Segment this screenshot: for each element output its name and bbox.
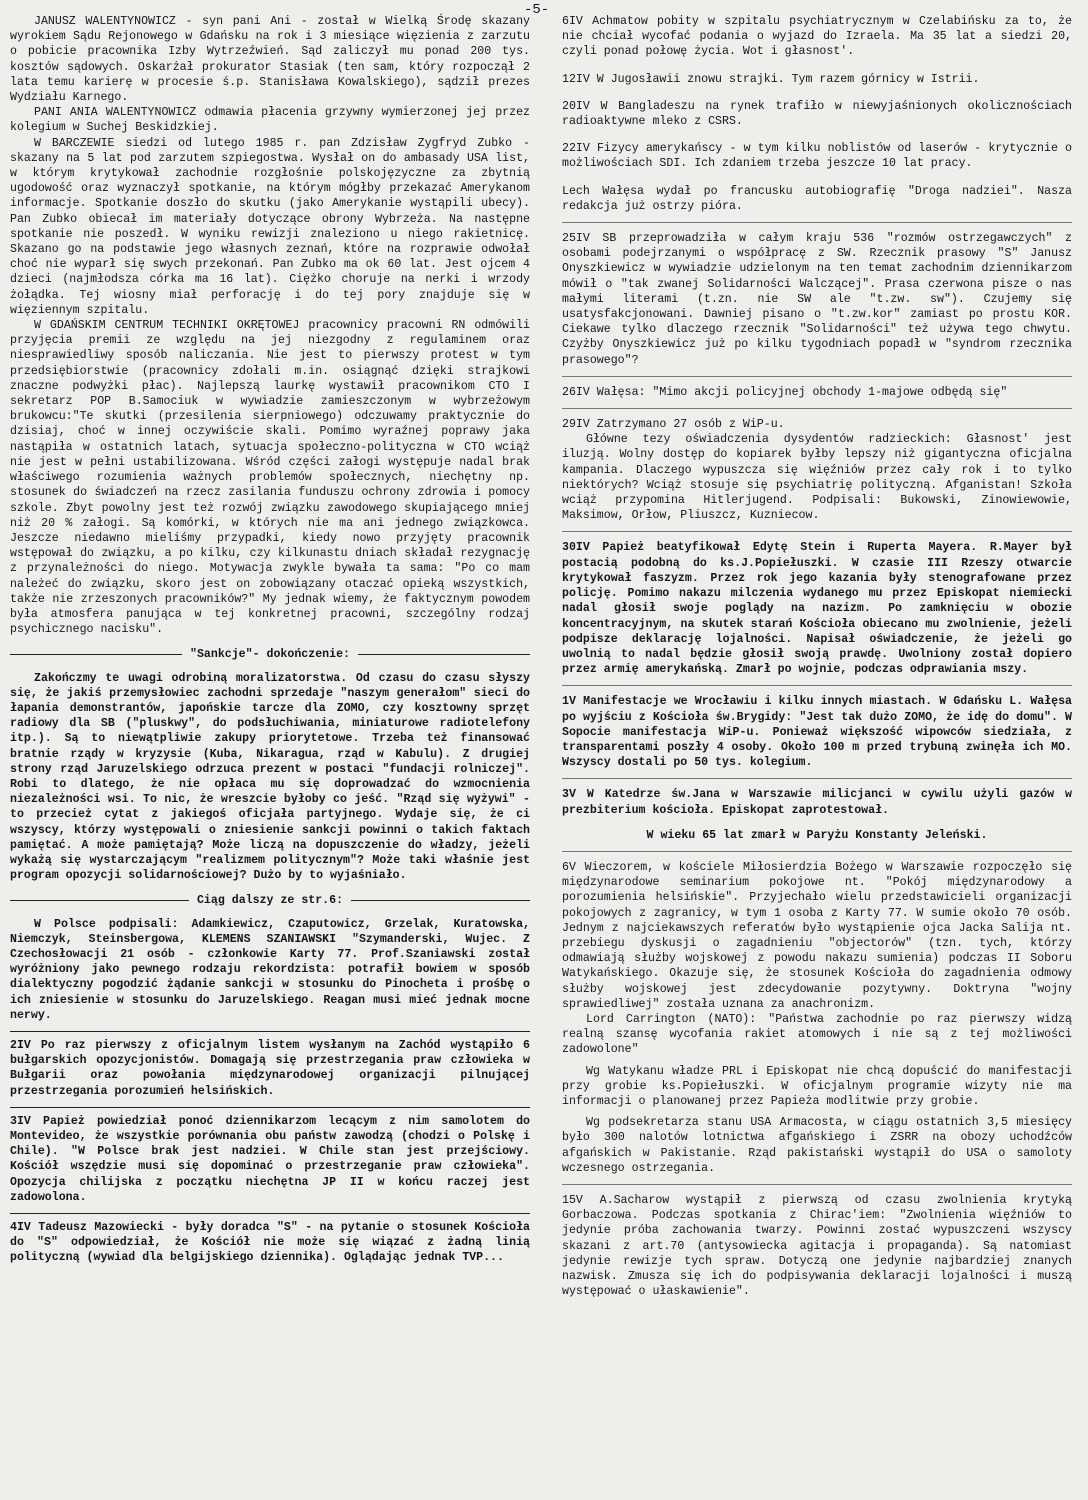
rule-line (358, 654, 530, 655)
divider (562, 408, 1072, 409)
right-column (562, 14, 1072, 1299)
ciag-text: W Polsce podpisali: Adamkiewicz, Czaputowicz, Grzelak, Kuratowska, Niemczyk, Steinsbergowa, KLEMENS SZANIAWSKI "Szymanderski, Wujec. Z Czechosłowacji 21 osób - członkowie Karty 77. Prof.Szaniawski został wyróżniony jako pewnego rodzaju rekordzista: potrafił bowiem w sposób dialektyczny pogodzić żądanie sankcji w stosunku do Pinocheta i prośbę o ich zniesienie w stosunku do Jaruzelskiego. Reagan musi mieć jednak mocne nerwy. (10, 917, 530, 1022)
divider (10, 1213, 530, 1214)
article-walentynowicz-son: JANUSZ WALENTYNOWICZ - syn pani Ani - został w Wielką Środę skazany wyrokiem Sądu Rejonowego w Gdańsku na rok i 3 miesiące więzienia z zarzutu o pobicie pracownika Izby Wytrzeźwień. Sąd zaliczył mu ponad 200 tys. kosztów sądowych. Oskarżał prokurator Stasiak (ten sam, który rozpoczął 2 lata temu karierę w procesie ś.p. Stanisława Kowalskiego), sądził prezes Wydziału Karnego. (10, 15, 530, 105)
divider (562, 376, 1072, 377)
entry-1v: 1V Manifestacje we Wrocławiu i kilku innych miastach. W Gdańsku L. Wałęsa po wyjściu z Kościoła św.Brygidy: "Jest tak dużo ZOMO, że idę do domu". W Sopocie manifestacja WiP-u. Ponieważ większość wipowców siedziała, z transparentami poszły 4 osoby. Około 100 m przed trybuną zwinęła ich MO. Wszyscy dostali po 50 tys. kolegium. (562, 695, 1072, 770)
entry-armacost: Wg podsekretarza stanu USA Armacosta, w ciągu ostatnich 3,5 miesięcy było 300 nalotów lotnictwa afgańskiego i ZSRR na obozy uchodźców afgańskich w Pakistanie. Rząd pakistański wystąpił do USA o samoloty wczesnego ostrzegania. (562, 1116, 1072, 1175)
entry-3iv: 3IV Papież powiedział ponoć dziennikarzom lecącym z nim samolotem do Montevideo, że wszystkie porównania obu państw zawodzą (chodzi o Polskę i Chile). "W Polsce brak jest nadziei. W Chile stan jest przejściowy. Kościół wszędzie musi się dopominać o przestrzeganie praw człowieka". Opozycja chilijska z początku niechętna JP II w końcu raczej jest zadowolona. (10, 1114, 530, 1204)
sankcje-heading-rule (10, 647, 530, 662)
sankcje-heading: "Sankcje"- dokończenie: (189, 648, 351, 662)
entry-3v: 3V W Katedrze św.Jana w Warszawie milicjanci w cywilu użyli gazów w prezbiterium kościoła. Episkopat zaprotestował. (562, 788, 1072, 817)
divider (562, 685, 1072, 686)
entry-12iv: 12IV W Jugosławii znowu strajki. Tym razem górnicy w Istrii. (562, 72, 980, 86)
rule-line (351, 900, 530, 901)
divider (562, 1184, 1072, 1185)
divider (562, 851, 1072, 852)
entry-4iv: 4IV Tadeusz Mazowiecki - były doradca "S" - na pytanie o stosunek Kościoła do "S" odpowiedział, że Kościół nie może się wiązać z żadną linią polityczną (wywiad dla belgijskiego dziennika). Oglądając jednak TVP... (10, 1221, 530, 1265)
entry-jelenski: W wieku 65 lat zmarł w Paryżu Konstanty Jeleński. (646, 828, 988, 842)
entry-30iv: 30IV Papież beatyfikował Edytę Stein i Ruperta Mayera. R.Mayer był postacią podobną do ks.J.Popiełuszki. W czasie III Rzeszy otwarcie krytykował faszyzm. Przez rok jego kazania były stenografowane przez policję. Pomimo nakazu milczenia wydanego mu przez Episkopat niemiecki nadal głosił swoje poglądy na nazizm. Po zamknięciu w obozie koncentracyjnym, na skutek starań Kościoła obiecano mu zwolnienie, jeżeli podpisze deklarację lojalności. Napisał oświadczenie, że jeżeli go uwolnią to nadal będzie głosił swoją prawdę. Uwolniony został dopiero przez armię amerykańską. Zmarł po wojnie, podczas odprawiania mszy. (562, 541, 1072, 677)
divider (562, 222, 1072, 223)
rule-line (10, 654, 182, 655)
sankcje-text: Zakończmy te uwagi odrobiną moralizatorstwa. Od czasu do czasu słyszy się, że jakiś przemysłowiec zachodni sprzedaje "naszym generałom" sieci do łapania demonstrantów, japońskie tarcze dla ZOMO, czy kosztowny sprzęt radiowy dla SB ("pluskwy", do podsłuchiwania, miniaturowe radiotelefony itp.). Są to niewątpliwie zakupy priorytetowe. Trzeba też finansować bratnie rządy w kryzysie (Kuba, Nikaragua, rząd w Kabulu). Z drugiej strony rząd Jaruzelskiego odrzuca prezent w postaci "fundacji rolniczej". Robi to dlatego, że nie opłaca mu się doprowadzać do wzmocnienia niezależności wsi. To nic, że wreszcie byłoby co jeść. "Rząd się wyżywi" - to przecież cytat z jakiegoś oficjała partyjnego. Wydaje się, że ci wszyscy, którzy występowali o zniesienie sankcji powinni o takich faktach pamiętać. A może pamiętają? Może liczą na dopuszczenie do władzy, jeżeli wykażą się wystarczającym "realizmem politycznym"? Może taki właśnie jest program opozycji solidarnościowej? Dużo by to wyjaśniało. (10, 671, 530, 883)
ciag-heading-rule (10, 893, 530, 908)
entry-29iv: 29IV Zatrzymano 27 osób z WiP-u. (562, 418, 785, 432)
divider (10, 1107, 530, 1108)
entry-20iv: 20IV W Bangladeszu na rynek trafiło w niewyjaśnionych okolicznościach radioaktywne mleko z CSRS. (562, 99, 1072, 129)
entry-6v: 6V Wieczorem, w kościele Miłosierdzia Bożego w Warszawie rozpoczęło się międzynarodowe seminarium pokojowe nt. "Pokój międzynarodowy a porozumienia helsińskie". Przyjechało wielu przedstawicieli organizacji pokojowych z zagranicy, w tym 1 osoba z Karty 77. W sumie około 70 osób. Jednym z najciekawszych referatów było wystąpienie ojca Jacka Salija nt. przebiegu dyskusji o zagadnieniu "objectorów" (tzn. tych, którzy odmawiają służby wojskowej z powodu nakazu sumienia) podczas II Soboru Watykańskiego. Okazuje się, że stosunek Kościoła do zagadnienia odmowy służby wojskowej jest zdecydowanie pozytywny. Doktryna "wojny sprawiedliwej" została uznana za anachronizm. (562, 860, 1072, 1011)
entry-6iv: 6IV Achmatow pobity w szpitalu psychiatrycznym w Czelabińsku za to, że nie chciał wycofać podania o wyjazd do Izraela. Ma 35 lat a siedzi 20, czyli ponad połowę życia. Wot i głasnost'. (562, 15, 1072, 59)
entry-watykan: Wg Watykanu władze PRL i Episkopat nie chcą dopuścić do manifestacji przy grobie ks.Popiełuszki. W oficjalnym programie wizyty nie ma informacji o planowanej przez Papieża modlitwie przy grobie. (562, 1064, 1072, 1108)
left-column (10, 14, 530, 1266)
divider (562, 778, 1072, 779)
page-number: -5- (524, 2, 550, 18)
divider (562, 531, 1072, 532)
entry-15v: 15V A.Sacharow wystąpił z pierwszą od czasu zwolnienia krytyką Gorbaczowa. Podczas spotkania z Chirac'iem: "Zwolnienia więźniów to jedynie próba zachowania twarzy. Powinni zostać wypuszczeni wszyscy skazani z art.70 (antysowiecka agitacja i propaganda). Są natomiast jedynie rewizje tych spraw. Dotyczą one jedynie najbardziej znanych nazwisk. Zmusza się ich do podpisywania deklaracji lojalności i muszą występować o ułaskawienie". (562, 1194, 1072, 1299)
entry-carrington: Lord Carrington (NATO): "Państwa zachodnie po raz pierwszy widzą realną szansę wycofania rakiet atomowych i nie są z tej możliwości zadowolone" (562, 1012, 1072, 1057)
article-barczewo-zubko: W BARCZEWIE siedzi od lutego 1985 r. pan Zdzisław Zygfryd Zubko - skazany na 5 lat pod zarzutem szpiegostwa. Wysłał on do ambasady USA list, w którym krytykował zachodnie rozgłośnie polskojęzyczne za zbytnią ugodowość oraz wyznaczył spotkanie, na którym mógłby przekazać Amerykanom informacje. Spotkanie doszło do skutku (jako Amerykanie wystąpili ubecy). Pan Zubko obiecał im materiały dotyczące obrony Wybrzeża. Na następne spotkanie nie poszedł. W wyniku rewizji znaleziono u niego rakietnicę. Skazano go na podstawie jego własnych zeznań, które na rozprawie odwołał choć nie wyparł się swych przekonań. Pan Zubko ma ok 60 lat. Jest ojcem 4 dzieci (najmłodsza córka ma 16 lat). Ciężko choruje na nerki i wrzody żołądka. Tej wiosny miał perforację i do tej pory znajduje się w więziennym szpitalu. (10, 136, 530, 317)
article-cto-gdansk: W GDAŃSKIM CENTRUM TECHNIKI OKRĘTOWEJ pracownicy pracowni RN odmówili przyjęcia premii ze względu na jej niezgodny z regulaminem oraz niesprawiedliwy sposób naliczania. Nie jest to pierwszy protest w tym przedsiębiorstwie (pracownicy zdołali m.in. osiągnąć dzięki strajkowi znaczne podwyżki płac). Najlepszą laurkę wystawił pracownikom CTO I sekretarz POP B.Samociuk w wywiadzie zamieszczonym w wybrzeżowym brukowcu:"Te skutki (przesilenia sierpniowego) odczuwamy praktycznie do dzisiaj, choć w innej oczywiście skali. Pomimo wyraźnej poprawy jaka nastąpiła w ostatnich latach, sytuacja społeczno-polityczna w CTO wciąż nie jest w pełni ustabilizowana. Wśród części załogi występuje nadal brak właściwego rozumienia ważnych problemów społecznych, niechętny np. stosunek do świadczeń na rzecz zasilania funduszu ochrony zdrowia i pomocy szkole. Zbyt powolny jest też rozwój związku zawodowego skupiającego mniej niż 20 % załogi. Są komórki, w których nie ma ani jednego związkowca. Jeszcze niedawno mieliśmy przypadki, kiedy nowo przyjęty pracownik wstępował do związku, a po kilku, czy kilkunastu dniach składał rezygnację z przynależności do niego. Motywacja zwykle bywała ta sama: "Po co mam należeć do związku, skoro jest on zobowiązany otaczać opieką wszystkich, także nie zrzeszonych pracowników?" My jednak wiemy, że faktycznym powodem była atmosfera panująca w tej konkretnej pracowni, szczególny rodzaj psychicznego nacisku". (10, 319, 530, 637)
entry-25iv: 25IV SB przeprowadziła w całym kraju 536 "rozmów ostrzegawczych" z osobami podejrzanymi o współpracę z SW. Rzecznik prasowy "S" Janusz Onyszkiewicz w wywiadzie udzielonym na ten temat zachodnim dziennikarzom mówił o "tak zwanej Solidarności Walczącej". Prasa czerwona pisze o nas małymi literami (t.zn. nie SW ale "t.zw. sw"). Czujemy się usatysfakcjonowani. Dawniej pisano o "t.zw.kor" zamiast po prostu KOR. Ciekawe tylko dlaczego rzecznik "Solidarności" też używa tego chwytu. Czyżby Onyszkiewicz już po kilku tygodniach popadł w "syndrom rzecznika prasowego"? (562, 232, 1072, 367)
rule-line (10, 900, 189, 901)
entry-22iv: 22IV Fizycy amerykańscy - w tym kilku noblistów od laserów - krytycznie o możliwościach SDI. Ich zdaniem trzeba jeszcze 10 lat pracy. (562, 142, 1072, 171)
entry-26iv: 26IV Wałęsa: "Mimo akcji policyjnej obchody 1-majowe odbędą się" (562, 385, 1008, 399)
divider (10, 1031, 530, 1032)
entry-2iv: 2IV Po raz pierwszy z oficjalnym listem wysłanym na Zachód wystąpiło 6 bułgarskich opozycjonistów. Domagają się przestrzegania praw człowieka w Bułgarii oraz powołania międzynarodowej organizacji pilnującej przestrzegania porozumień helsińskich. (10, 1039, 530, 1098)
article-ania-walentynowicz: PANI ANIA WALENTYNOWICZ odmawia płacenia grzywny wymierzonej jej przez kolegium w Suchej Beskidzkiej. (10, 106, 530, 135)
entry-dissidents: Główne tezy oświadczenia dysydentów radzieckich: Głasnost' jest iluzją. Wolny dostęp do kopiarek byłby lepszy niż gigantyczna oficjalna kampania. Dlaczego wypuszcza się więźniów przez cały rok i to tylko niektórych? Wciąż stosuje się psychiatrię polityczną. Afganistan! Szkoła wciąż przypomina Hitlerjugend. Podpisali: Bukowski, Zinowiewowie, Maksimow, Orłow, Pliuszcz, Kuzniecow. (562, 433, 1072, 523)
ciag-heading: Ciąg dalszy ze str.6: (196, 894, 344, 908)
entry-walesa-book: Lech Wałęsa wydał po francusku autobiografię "Droga nadziei". Nasza redakcja już ostrzy pióra. (562, 184, 1072, 213)
